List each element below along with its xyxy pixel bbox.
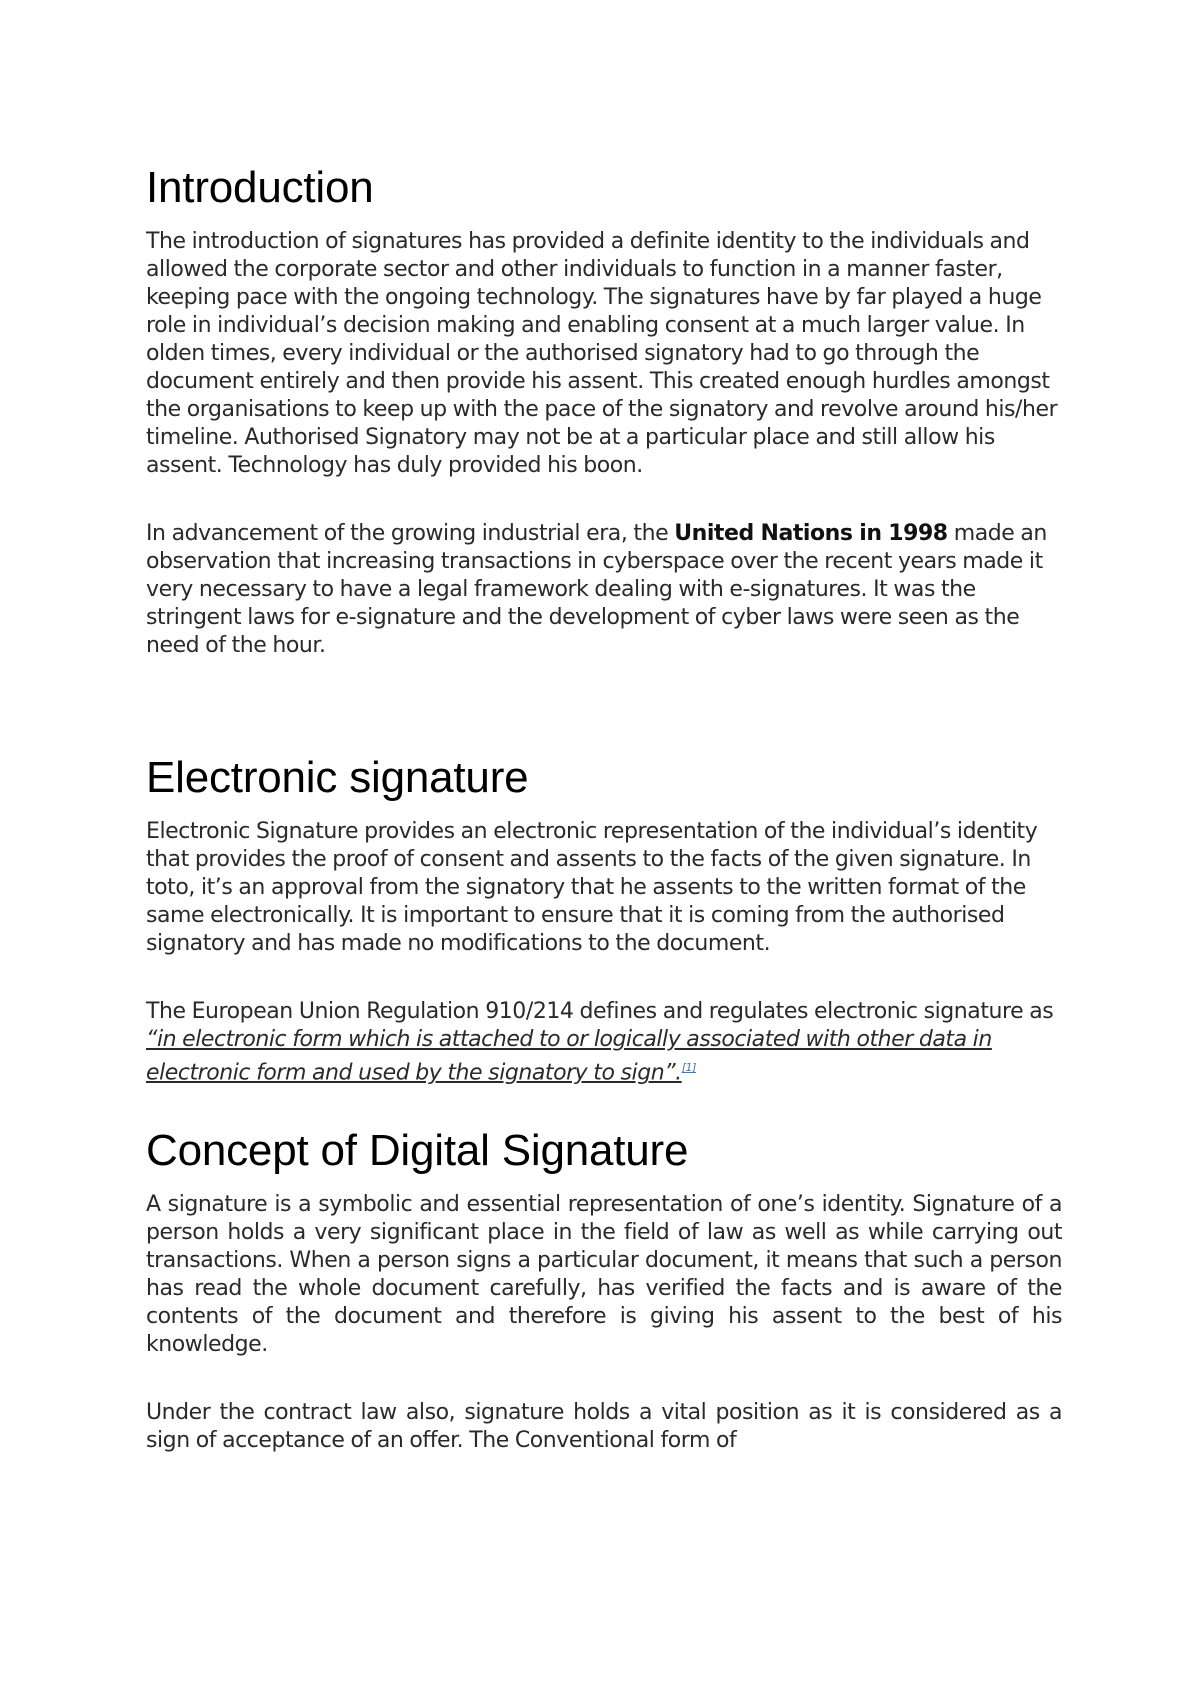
section-heading-digital-signature: Concept of Digital Signature	[146, 1126, 689, 1176]
footnote-link[interactable]: [1]	[681, 1061, 696, 1074]
esig-paragraph-2	[146, 998, 1062, 1087]
intro-paragraph-2-text-start: In advancement of the growing industrial era, the	[146, 521, 675, 546]
esig-paragraph-1: Electronic Signature provides an electronic representation of the individual’s identity that provides the proof of consent and assents to the facts of the given signature. In toto, it’s an approval from the signatory that he assents to the written format of the same electronically. It is important to ensure that it is coming from the authorised signatory and has made no modifications to the document.	[146, 819, 1038, 956]
document-page	[146, 162, 1062, 1455]
dsig-paragraph-2: Under the contract law also, signature holds a vital position as it is considered as a sign of acceptance of an offer. The Conventional form of	[146, 1400, 1062, 1454]
section-heading-introduction: Introduction	[146, 163, 374, 212]
eu-regulation-quote-link[interactable]: “in electronic form which is attached to or logically associated with other data in electronic form and used by the signatory to sign”.	[146, 1027, 992, 1086]
dsig-paragraph-1: A signature is a symbolic and essential representation of one’s identity. Signature of a person holds a very significant place in the field of law as well as while carrying out transactions. When a person signs a particular document, it means that such a person has read the whole document carefully, has verified the facts and is aware of the contents of the document and therefore is giving his assent to the best of his knowledge.	[146, 1192, 1062, 1358]
united-nations-bold-text: United Nations in 1998	[674, 521, 948, 546]
section-heading-electronic-signature: Electronic signature	[146, 753, 529, 802]
intro-paragraph-1: The introduction of signatures has provided a definite identity to the individuals and allowed the corporate sector and other individuals to function in a manner faster, keeping pace with the ongoing technology. The signatures have by far played a huge role in individual’s decision making and enabling consent at a much larger value. In olden times, every individual or the authorised signatory had to go through the document entirely and then provide his assent. This created enough hurdles amongst the organisations to keep up with the pace of the signatory and revolve around his/her timeline. Authorised Signatory may not be at a particular place and still allow his assent. Technology has duly provided his boon.	[146, 229, 1058, 478]
intro-paragraph-2	[146, 520, 1062, 660]
esig-paragraph-2-text-start: The European Union Regulation 910/214 defines and regulates electronic signature as	[146, 999, 1054, 1024]
intro-paragraph-2-text-end: made an observation that increasing transactions in cyberspace over the recent years made it very necessary to have a legal framework dealing with e-signatures. It was the stringent laws for e-signature and the development of cyber laws were seen as the need of the hour.	[146, 521, 1047, 658]
